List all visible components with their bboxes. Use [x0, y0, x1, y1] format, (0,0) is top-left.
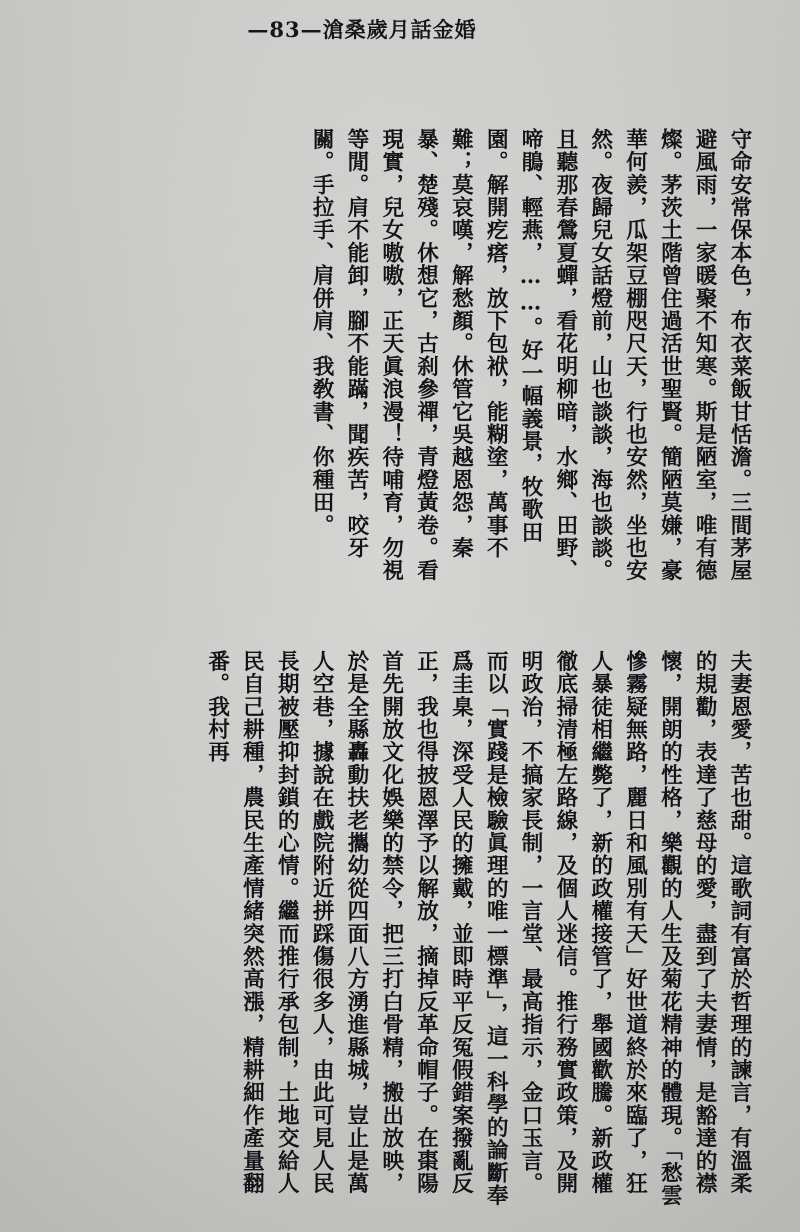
body-text-upper — [236, 128, 756, 586]
body-paragraph-upper: 守命安常保本色，布衣菜飯甘恬澹。三間茅屋避風雨，一家暖聚不知寒。斯是陋室，唯有德燦。茅茨土階曾住過活世聖賢。簡陋莫嫌，豪華何羨，瓜架豆棚咫尺天，行也安然，坐也安然。夜歸兒女話燈前，山也談談，海也談談。且聽那春鶯夏蟬，看花明柳暗，水鄉、田野、啼鵑、輕燕，……。好一幅義景，牧歌田園。解開疙瘩，放下包袱，能糊塗，萬事不難；莫哀嘆，解愁顏。休管它吳越恩怨，秦暴、楚殘。休想它，古刹參禪，青燈黃卷。看現實，兒女嗷嗷，正天眞浪漫！待哺育，勿視等閒。肩不能卸，腳不能蹣，聞疾苦，咬牙關。手拉手、肩併肩、我敎書、你種田。 — [309, 128, 752, 582]
page-header — [0, 14, 800, 44]
body-paragraph-lower: 夫妻恩愛，苦也甜。這歌詞有富於哲理的諫言，有溫柔的規勸，表達了慈母的愛，盡到了夫妻情，是豁達的襟懷，開朗的性格，樂觀的人生及菊花精神的體現。「愁雲慘霧疑無路，麗日和風別有天」好世道終於來臨了，狂人暴徒相繼斃了，新的政權接管了，舉國歡騰。新政權徹底掃清極左路線，及個人迷信。推行務實政策，及開明政治，不搞家長制，一言堂、最高指示，金口玉言。而以「實踐是檢驗眞理的唯一標準」，這一科學的論斷奉爲圭臬，深受人民的擁戴，並即時平反冤假錯案撥亂反正，我也得披恩澤予以解放，摘掉反革命帽子。在棗陽首先開放文化娛樂的禁令，把三打白骨精，搬出放映，於是全縣轟動扶老攜幼從四面八方湧進縣城，豈止是萬人空巷，據說在戲院附近拼踩傷很多人，由此可見人民長期被壓抑封鎖的心情。繼而推行承包制，土地交給人民自己耕種，農民生產情緒突然高漲，精耕細作產量翻番。我村再 — [204, 650, 752, 1207]
page-header-text: —83—滄桑歲月話金婚 — [247, 17, 477, 42]
body-text-lower — [204, 650, 756, 1210]
